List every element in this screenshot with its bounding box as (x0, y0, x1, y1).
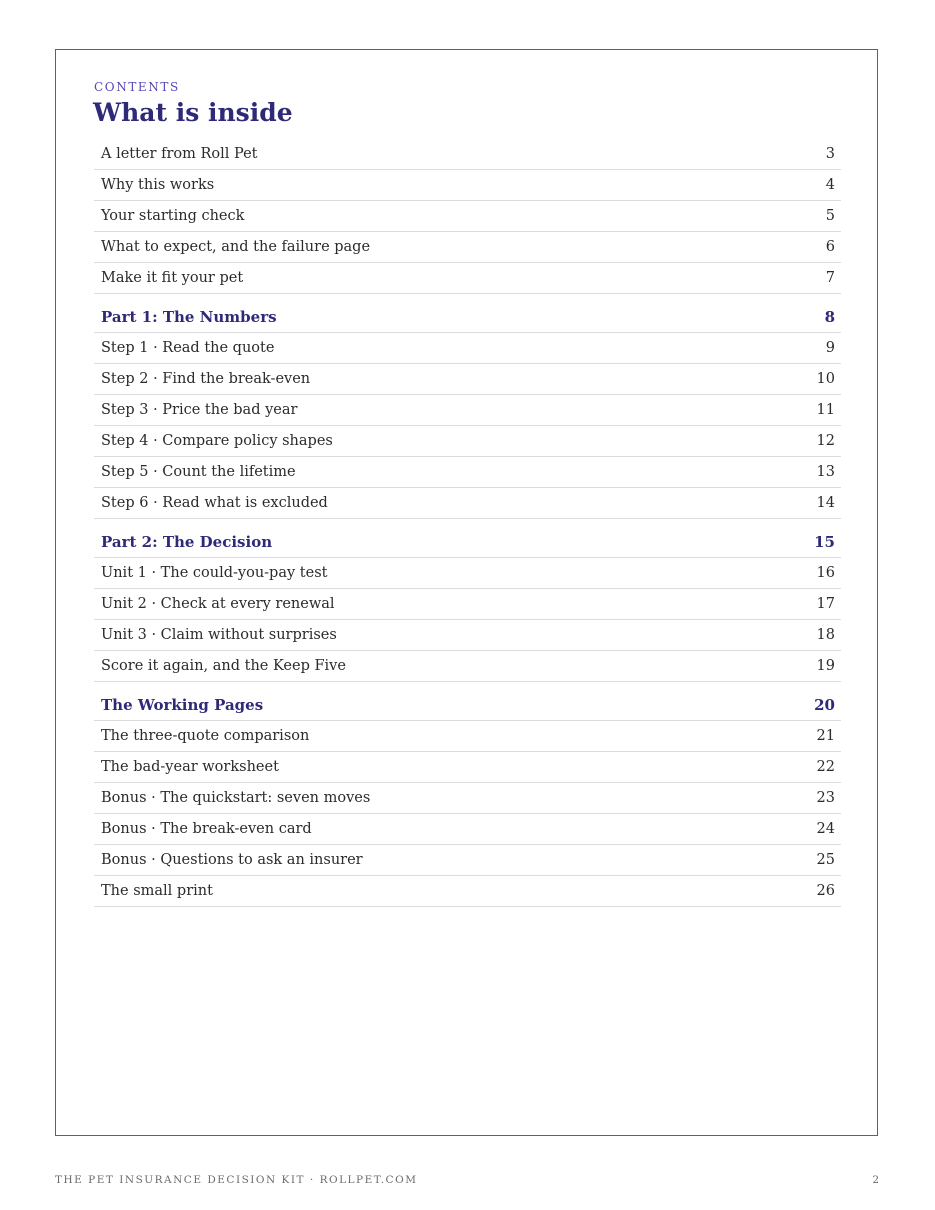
toc-label: Bonus · The quickstart: seven moves (101, 790, 371, 806)
toc-label: What to expect, and the failure page (101, 239, 371, 255)
toc-page-number: 5 (825, 208, 835, 224)
toc-row[interactable] (94, 589, 841, 620)
toc-row[interactable] (94, 651, 841, 682)
toc-part-heading[interactable] (94, 682, 841, 721)
toc-part-heading[interactable] (94, 294, 841, 333)
toc-page-number: 21 (816, 728, 835, 744)
footer-running-title: THE PET INSURANCE DECISION KIT · ROLLPET.COM (55, 1174, 418, 1186)
toc-page-number: 14 (816, 495, 835, 511)
toc-page-number: 6 (825, 239, 835, 255)
toc-row[interactable] (94, 232, 841, 263)
toc-page-number: 19 (816, 658, 835, 674)
toc-row[interactable] (94, 457, 841, 488)
toc-row[interactable] (94, 263, 841, 294)
footer-page-number: 2 (872, 1174, 879, 1186)
toc-page-number: 18 (816, 627, 835, 643)
toc-part-label: The Working Pages (101, 696, 264, 714)
toc-row[interactable] (94, 876, 841, 907)
toc-row[interactable] (94, 488, 841, 519)
toc-label: Your starting check (101, 208, 245, 224)
toc-page-number: 3 (825, 146, 835, 162)
toc-label: The small print (101, 883, 213, 899)
toc-page-number: 15 (814, 533, 835, 551)
toc-label: Step 5 · Count the lifetime (101, 464, 296, 480)
toc-page-number: 26 (816, 883, 835, 899)
toc-row[interactable] (94, 721, 841, 752)
toc-label: Why this works (101, 177, 215, 193)
toc-label: Step 4 · Compare policy shapes (101, 433, 333, 449)
toc-label: Step 2 · Find the break-even (101, 371, 311, 387)
toc-page-number: 13 (816, 464, 835, 480)
toc-label: Step 6 · Read what is excluded (101, 495, 328, 511)
toc-page-number: 17 (816, 596, 835, 612)
toc-page-number: 25 (816, 852, 835, 868)
toc-page-number: 7 (825, 270, 835, 286)
toc-page-number: 20 (814, 696, 835, 714)
toc-row[interactable] (94, 783, 841, 814)
section-eyebrow: CONTENTS (94, 80, 180, 94)
toc-page-number: 23 (816, 790, 835, 806)
toc-row[interactable] (94, 752, 841, 783)
toc-label: Make it fit your pet (101, 270, 244, 286)
page-frame (55, 49, 878, 1136)
toc-page-number: 10 (816, 371, 835, 387)
toc-label: Unit 3 · Claim without surprises (101, 627, 337, 643)
toc-part-heading[interactable] (94, 519, 841, 558)
toc-label: Unit 1 · The could-you-pay test (101, 565, 328, 581)
toc-page-number: 8 (824, 308, 835, 326)
toc-label: Step 1 · Read the quote (101, 340, 275, 356)
toc-row[interactable] (94, 201, 841, 232)
toc-row[interactable] (94, 814, 841, 845)
toc-label: The three-quote comparison (101, 728, 310, 744)
toc-part-label: Part 2: The Decision (101, 533, 273, 551)
toc-row[interactable] (94, 364, 841, 395)
toc-page-number: 12 (816, 433, 835, 449)
toc-part-label: Part 1: The Numbers (101, 308, 277, 326)
toc-label: Score it again, and the Keep Five (101, 658, 346, 674)
toc-label: A letter from Roll Pet (101, 146, 258, 162)
toc-row[interactable] (94, 558, 841, 589)
toc-page-number: 16 (816, 565, 835, 581)
toc-row[interactable] (94, 426, 841, 457)
toc-label: Bonus · The break-even card (101, 821, 312, 837)
toc-page-number: 24 (816, 821, 835, 837)
toc-page-number: 4 (825, 177, 835, 193)
toc-page-number: 11 (816, 402, 835, 418)
page-title: What is inside (93, 98, 293, 127)
toc-row[interactable] (94, 395, 841, 426)
toc-row[interactable] (94, 333, 841, 364)
toc-row[interactable] (94, 139, 841, 170)
toc-label: Step 3 · Price the bad year (101, 402, 298, 418)
toc-page-number: 9 (825, 340, 835, 356)
toc-label: Bonus · Questions to ask an insurer (101, 852, 363, 868)
toc-row[interactable] (94, 620, 841, 651)
toc-page-number: 22 (816, 759, 835, 775)
toc-label: Unit 2 · Check at every renewal (101, 596, 335, 612)
table-of-contents (94, 139, 841, 907)
toc-label: The bad-year worksheet (101, 759, 279, 775)
toc-row[interactable] (94, 845, 841, 876)
toc-row[interactable] (94, 170, 841, 201)
